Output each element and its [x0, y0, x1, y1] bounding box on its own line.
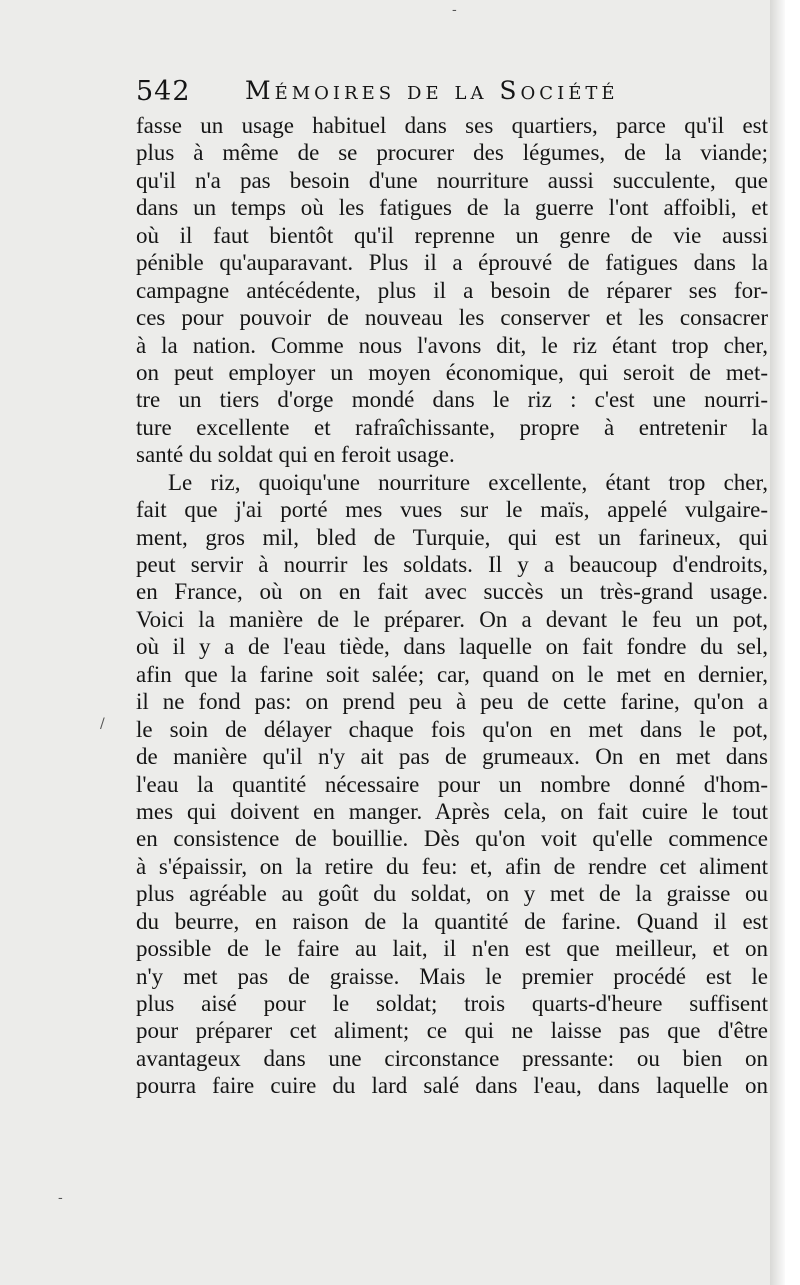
text-line: on peut employer un moyen économique, qui seroit de met- — [136, 359, 768, 385]
text-line: pourra faire cuire du lard salé dans l'eau, dans laquelle on — [136, 1073, 768, 1099]
text-line: il ne fond pas: on prend peu à peu de cette farine, qu'on a — [136, 689, 768, 715]
text-line: fasse un usage habituel dans ses quartiers, parce qu'il est — [136, 113, 768, 138]
page-header — [136, 74, 671, 114]
text-line: plus aisé pour le soldat; trois quarts-d'heure suffisent — [136, 991, 768, 1016]
text-line: en France, où on en fait avec succès un très-grand usage. — [136, 579, 768, 605]
text-line: avantageux dans une circonstance pressante: ou bien on — [136, 1045, 768, 1071]
text-line: possible de le faire au lait, il n'en est que meilleur, et on — [136, 936, 768, 962]
text-line: Voici la manière de le préparer. On a devant le feu un pot, — [136, 606, 768, 632]
text-line: à s'épaissir, on la retire du feu: et, afin de rendre cet aliment — [136, 853, 768, 879]
text-line: fait que j'ai porté mes vues sur le maïs, appelé vulgaire- — [136, 497, 768, 523]
text-line: santé du soldat qui en feroit usage. — [136, 442, 455, 468]
stray-mark: - — [58, 1190, 63, 1206]
stray-mark: - — [452, 2, 457, 18]
paragraph — [136, 112, 768, 469]
text-line: dans un temps où les fatigues de la guerre l'ont affoibli, et — [136, 195, 768, 221]
text-line: en consistence de bouillie. Dès qu'on voit qu'elle commence — [136, 826, 768, 852]
text-line: afin que la farine soit salée; car, quand on le met en dernier, — [136, 661, 768, 687]
text-line: le soin de délayer chaque fois qu'on en met dans le pot, — [136, 716, 768, 742]
text-line: tre un tiers d'orge mondé dans le riz : c'est une nourri- — [136, 387, 768, 413]
text-line: à la nation. Comme nous l'avons dit, le riz étant trop cher, — [136, 332, 768, 358]
text-line: pour préparer cet aliment; ce qui ne laisse pas que d'être — [136, 1018, 768, 1044]
text-line: campagne antécédente, plus il a besoin de réparer ses for- — [136, 277, 768, 303]
text-line: n'y met pas de graisse. Mais le premier procédé est le — [136, 963, 768, 989]
text-line: Le riz, quoiqu'une nourriture excellente, étant trop cher, — [168, 469, 768, 495]
text-line: de manière qu'il n'y ait pas de grumeaux. On en met dans — [136, 744, 768, 770]
text-line: peut servir à nourrir les soldats. Il y a beaucoup d'endroits, — [136, 552, 768, 577]
stray-mark: / — [100, 716, 105, 732]
text-line: pénible qu'auparavant. Plus il a éprouvé de fatigues dans la — [136, 250, 768, 276]
body-text — [136, 112, 768, 1100]
text-line: qu'il n'a pas besoin d'une nourriture aussi succulente, que — [136, 167, 768, 193]
text-line: du beurre, en raison de la quantité de farine. Quand il est — [136, 908, 768, 934]
text-line: ment, gros mil, bled de Turquie, qui est un farineux, qui — [136, 524, 768, 550]
running-title: Mémoires de la Société — [245, 76, 619, 105]
text-line: ture excellente et rafraîchissante, propre à entretenir la — [136, 414, 768, 440]
paragraph — [136, 469, 768, 1100]
text-line: plus agréable au goût du soldat, on y met de la graisse ou — [136, 881, 768, 907]
page-number: 542 — [136, 76, 191, 107]
text-line: où il faut bientôt qu'il reprenne un genre de vie aussi — [136, 222, 768, 248]
text-line: l'eau la quantité nécessaire pour un nombre donné d'hom- — [136, 771, 768, 797]
text-line: mes qui doivent en manger. Après cela, on fait cuire le tout — [136, 798, 768, 824]
page-edge-shadow — [770, 0, 785, 1285]
text-line: où il y a de l'eau tiède, dans laquelle on fait fondre du sel, — [136, 634, 768, 660]
text-line: plus à même de se procurer des légumes, de la viande; — [136, 140, 768, 166]
text-line: ces pour pouvoir de nouveau les conserver et les consacrer — [136, 305, 768, 331]
